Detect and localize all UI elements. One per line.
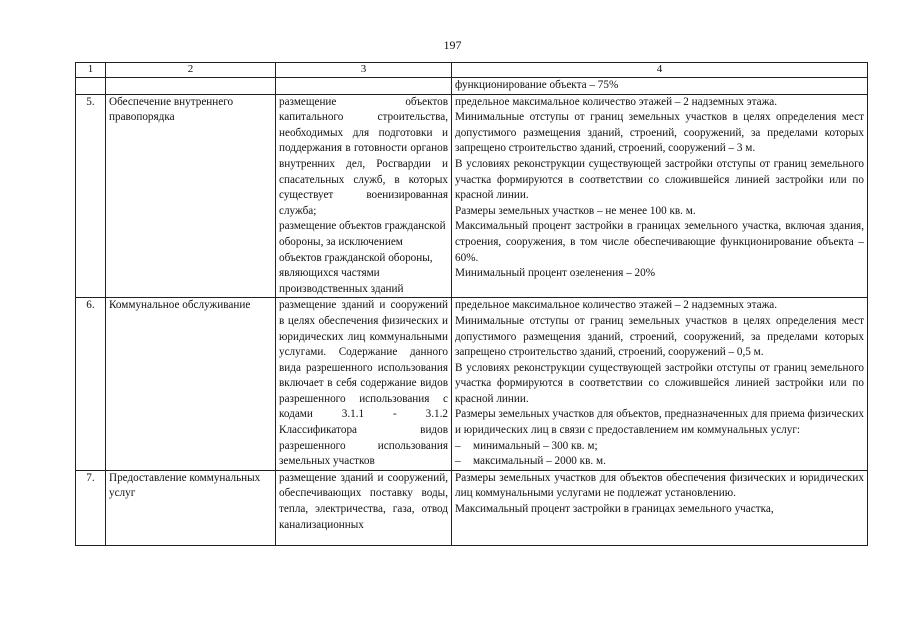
parameter-paragraph: Максимальный процент застройки в границах земельного участка, — [455, 503, 774, 516]
row-parameters — [452, 470, 868, 545]
description-paragraph: размещение зданий и сооружений, обеспечивающих поставку воды, тепла, электричества, газа, отвод канализационных — [279, 471, 448, 531]
row-parameters — [452, 298, 868, 471]
header-col-2: 2 — [106, 63, 276, 78]
row-number: 6. — [76, 298, 106, 471]
parameter-paragraph: Максимальный процент застройки в границах земельного участка, включая здания, строения, сооружения, в том числе обеспечивающие функционирование объекта – 60%. — [455, 220, 864, 264]
table-row — [76, 94, 868, 298]
description-paragraph: размещение объектов капитального строительства, необходимых для подготовки и поддержания в готовности органов внутренних дел, Росгвардии и спасательных служб, в которых существует военизированная служба; — [279, 95, 448, 217]
parameter-paragraph: В условиях реконструкции существующей застройки отступы от границ земельного участка формируются в соответствии со сложившейся линией застройки или по красной линии. — [455, 157, 864, 202]
parameter-paragraph: Размеры земельных участков для объектов, предназначенных для приема физических и юридических лиц в связи с предоставлением им коммунальных услуг: — [455, 408, 864, 437]
row-use-description — [276, 94, 452, 298]
row-parameters — [452, 94, 868, 298]
regulations-table — [75, 62, 868, 546]
page-number: 197 — [443, 38, 462, 52]
table-row — [76, 470, 868, 545]
parameter-paragraph: Минимальные отступы от границ земельных участков в целях определения мест допустимого размещения зданий, строений, сооружений, за пределами которых запрещено строительство зданий, строений, сооружений – 0,5 м. — [455, 314, 864, 359]
list-item: – минимальный – 300 кв. м; — [455, 439, 598, 452]
parameter-paragraph: Минимальный процент озеленения – 20% — [455, 267, 656, 280]
row-number: 5. — [76, 94, 106, 298]
table-row — [76, 298, 868, 471]
header-col-1: 1 — [76, 63, 106, 78]
row-use-name: Предоставление коммунальных услуг — [106, 470, 276, 545]
parameter-paragraph: Размеры земельных участков для объектов обеспечения физических и юридических лиц коммунальными услугами не подлежат установлению. — [455, 471, 864, 500]
header-col-4: 4 — [452, 63, 868, 78]
row-use-description — [276, 298, 452, 471]
row-use-name: Обеспечение внутреннего правопорядка — [106, 94, 276, 298]
continuation-text: функционирование объекта – 75% — [452, 78, 868, 95]
parameter-paragraph: предельное максимальное количество этажей – 2 надземных этажа. — [455, 95, 778, 108]
description-paragraph: размещение зданий и сооружений в целях обеспечения физических и юридических лиц коммунальными услугами. Содержание данного вида разрешенного использования включает в себя содержание видов разрешенного использования с кодами 3.1.1 - 3.1.2 Классификатора видов разрешенного использования земельных участков — [279, 299, 448, 468]
parameter-paragraph: Размеры земельных участков – не менее 100 кв. м. — [455, 204, 696, 217]
description-paragraph: размещение объектов гражданской обороны, за исключением объектов гражданской обороны, являющихся частями производственных зданий — [279, 220, 446, 295]
parameter-paragraph: предельное максимальное количество этажей – 2 надземных этажа. — [455, 299, 778, 312]
row-use-description — [276, 470, 452, 545]
row-use-name: Коммунальное обслуживание — [106, 298, 276, 471]
parameter-paragraph: В условиях реконструкции существующей застройки отступы от границ земельного участка формируются в соответствии со сложившейся линией застройки или по красной линии. — [455, 361, 864, 405]
continuation-row — [76, 78, 868, 95]
list-item: – максимальный – 2000 кв. м. — [455, 455, 606, 468]
row-number: 7. — [76, 470, 106, 545]
table-header-row — [76, 63, 868, 78]
parameter-paragraph: Минимальные отступы от границ земельных участков в целях определения мест допустимого размещения зданий, строений, сооружений, за пределами которых запрещено строительство зданий, строений, сооружений – 3 м. — [455, 111, 864, 155]
header-col-3: 3 — [276, 63, 452, 78]
